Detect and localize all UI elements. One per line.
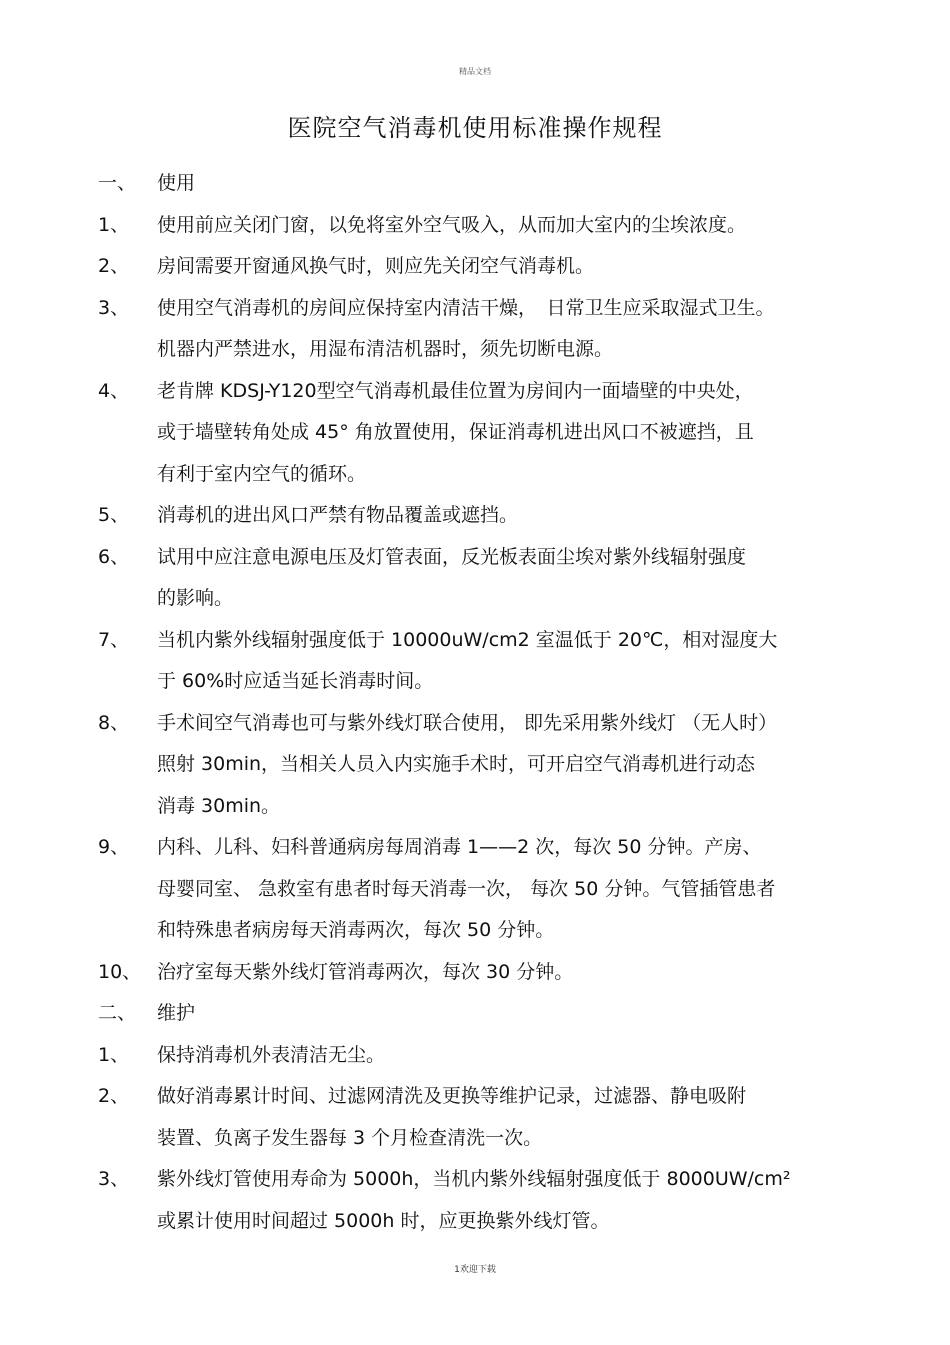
list-item [0, 537, 950, 620]
item-number: 3、 [98, 296, 130, 319]
list-item [0, 288, 950, 371]
item-number: 8、 [98, 711, 130, 734]
text-line: 有利于室内空气的循环。 [157, 462, 367, 485]
item-number: 3、 [98, 1168, 130, 1190]
list-item [0, 1159, 950, 1242]
text-line: 房间需要开窗通风换气时，则应先关闭空气消毒机。 [157, 255, 595, 277]
text-line: 机器内严禁进水，用湿布清洁机器时，须先切断电源。 [157, 338, 614, 360]
item-text [157, 205, 857, 247]
item-text [157, 1159, 857, 1242]
item-number: 2、 [98, 1085, 130, 1107]
text-line: 治疗室每天紫外线灯管消毒两次，每次 30 分钟。 [157, 960, 574, 983]
text-line: 消毒 30min。 [157, 794, 281, 817]
text-line: 和特殊患者病房每天消毒两次，每次 50 分钟。 [157, 919, 555, 941]
text-line: 内科、儿科、妇科普通病房每周消毒 1——2 次，每次 50 分钟。产房、 [157, 836, 762, 858]
list-item [0, 495, 950, 537]
item-text [157, 288, 857, 371]
item-text [157, 246, 857, 288]
item-text [157, 371, 857, 496]
item-text [157, 827, 857, 952]
text-line: 维护 [157, 1002, 196, 1024]
item-number: 二、 [98, 1002, 137, 1024]
text-line: 或累计使用时间超过 5000h 时，应更换紫外线灯管。 [157, 1209, 610, 1232]
list-item [0, 703, 950, 828]
item-number: 1、 [98, 1043, 130, 1066]
item-text [157, 163, 857, 205]
text-line: 消毒机的进出风口严禁有物品覆盖或遮挡。 [157, 504, 519, 526]
document-title: 医院空气消毒机使用标准操作规程 [287, 114, 663, 142]
item-text [157, 993, 857, 1035]
text-line: 紫外线灯管使用寿命为 5000h，当机内紫外线辐射强度低于 8000UW/cm² [157, 1168, 791, 1190]
item-text [157, 495, 857, 537]
text-line: 使用空气消毒机的房间应保持室内清洁干燥， 日常卫生应采取湿式卫生。 [157, 296, 775, 319]
item-number: 7、 [98, 628, 130, 651]
text-line: 使用 [157, 172, 196, 194]
text-line: 手术间空气消毒也可与紫外线灯联合使用， 即先采用紫外线灯 （无人时） [157, 711, 778, 734]
text-line: 试用中应注意电源电压及灯管表面，反光板表面尘埃对紫外线辐射强度 [157, 545, 747, 568]
list-item [0, 163, 950, 205]
list-item [0, 827, 950, 952]
list-item [0, 620, 950, 703]
item-number: 10、 [98, 960, 142, 983]
item-text [157, 952, 857, 994]
list-item [0, 1035, 950, 1077]
item-text [157, 537, 857, 620]
text-line: 使用前应关闭门窗，以免将室外空气吸入，从而加大室内的尘埃浓度。 [157, 213, 747, 236]
text-line: 当机内紫外线辐射强度低于 10000uW/cm2 室温低于 20℃，相对湿度大 [157, 628, 778, 651]
text-line: 老肯牌 KDSJ-Y120型空气消毒机最佳位置为房间内一面墙壁的中央处， [157, 379, 754, 402]
list-item [0, 952, 950, 994]
item-number: 1、 [98, 213, 130, 236]
text-line: 做好消毒累计时间、过滤网清洗及更换等维护记录，过滤器、静电吸附 [157, 1085, 747, 1107]
document-body [0, 163, 950, 1242]
text-line: 于 60%时应适当延长消毒时间。 [157, 670, 434, 692]
header-watermark: 精品文档 [459, 67, 491, 76]
text-line: 照射 30min，当相关人员入内实施手术时，可开启空气消毒机进行动态 [157, 753, 756, 775]
item-text [157, 1035, 857, 1077]
item-text [157, 703, 857, 828]
text-line: 装置、负离子发生器每 3 个月检查清洗一次。 [157, 1126, 543, 1149]
list-item [0, 246, 950, 288]
list-item [0, 993, 950, 1035]
text-line: 母婴同室、 急救室有患者时每天消毒一次， 每次 50 分钟。气管插管患者 [157, 877, 776, 900]
list-item [0, 371, 950, 496]
list-item [0, 205, 950, 247]
item-number: 2、 [98, 255, 130, 277]
item-text [157, 620, 857, 703]
footer-page-mark: 1欢迎下载 [454, 1265, 496, 1275]
text-line: 或于墙壁转角处成 45° 角放置使用，保证消毒机进出风口不被遮挡，且 [157, 421, 754, 443]
text-line: 保持消毒机外表清洁无尘。 [157, 1043, 386, 1066]
item-number: 5、 [98, 504, 130, 526]
item-number: 4、 [98, 379, 130, 402]
item-number: 6、 [98, 545, 130, 568]
list-item [0, 1076, 950, 1159]
item-number: 一、 [98, 172, 137, 194]
item-text [157, 1076, 857, 1159]
text-line: 的影响。 [157, 587, 234, 609]
item-number: 9、 [98, 836, 130, 858]
